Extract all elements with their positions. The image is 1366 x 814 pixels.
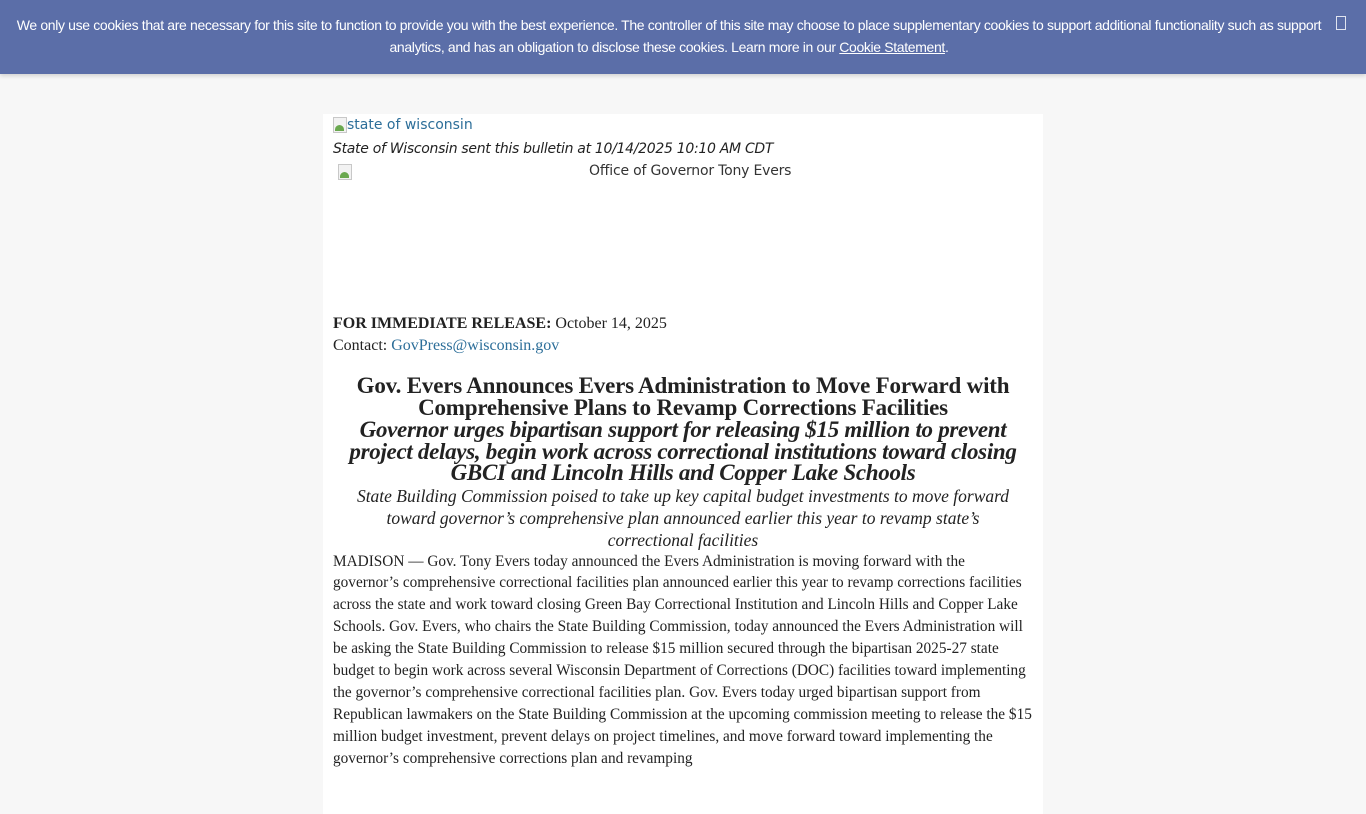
header-image — [333, 161, 1033, 311]
header-image-alt: Office of Governor Tony Evers — [589, 163, 792, 179]
release-date: October 14, 2025 — [551, 315, 667, 332]
cookie-statement-link[interactable]: Cookie Statement — [839, 39, 945, 55]
contact-label: Contact: — [333, 337, 392, 354]
body-paragraph: MADISON — Gov. Tony Evers today announced the Evers Administration is moving forward with the governor’s comprehensive correctional facilities plan announced earlier this year to revamp corrections facilities across the state and work toward closing Green Bay Correctional Institution and Lincoln Hills and Copper Lake Schools. Gov. Evers, who chairs the State Building Commission, today announced the Evers Administration will be asking the State Building Commission to release $15 million secured through the bipartisan 2025-27 state budget to begin work across several Wisconsin Department of Corrections (DOC) facilities toward implementing the governor’s comprehensive correctional facilities plan. Gov. Evers today urged bipartisan support from Republican lawmakers on the State Building Commission at the upcoming commission meeting to release the $15 million budget investment, prevent delays on project timelines, and move forward toward implementing the governor’s comprehensive corrections plan and revamping — [333, 552, 1032, 767]
bulletin-sent-line: State of Wisconsin sent this bulletin at 10/14/2025 10:10 AM CDT — [333, 141, 774, 157]
release-info — [333, 313, 1033, 357]
contact-email-link[interactable]: GovPress@wisconsin.gov — [391, 337, 560, 354]
bulletin-card — [323, 114, 1043, 814]
close-icon[interactable] — [1336, 16, 1346, 30]
dek: State Building Commission poised to take up key capital budget investments to move forward toward governor’s comprehensive plan announced earlier this year to revamp state’s correctional facilities — [356, 485, 1010, 550]
broken-image-icon — [333, 117, 347, 133]
cookie-banner-text: We only use cookies that are necessary for this site to function to provide you with the best experience. The controller of this site may choose to place supplementary cookies to support additional functionality such as support analytics, and has an obligation to disclose these cookies. Learn more in our — [16, 17, 1322, 55]
cookie-banner — [0, 0, 1366, 74]
state-logo-link[interactable] — [333, 116, 473, 134]
headline: Gov. Evers Announces Evers Administration to Move Forward with Comprehensive Plans to Revamp Corrections Facilities — [356, 373, 1010, 420]
subheadline: Governor urges bipartisan support for releasing $15 million to prevent project delays, begin work across correctional institutions toward closing GBCI and Lincoln Hills and Copper Lake Schools — [349, 417, 1017, 485]
broken-image-icon — [338, 164, 352, 180]
cookie-banner-trailing: . — [944, 39, 949, 55]
release-label: FOR IMMEDIATE RELEASE: — [333, 315, 552, 332]
state-logo-alt: state of wisconsin — [347, 117, 473, 133]
